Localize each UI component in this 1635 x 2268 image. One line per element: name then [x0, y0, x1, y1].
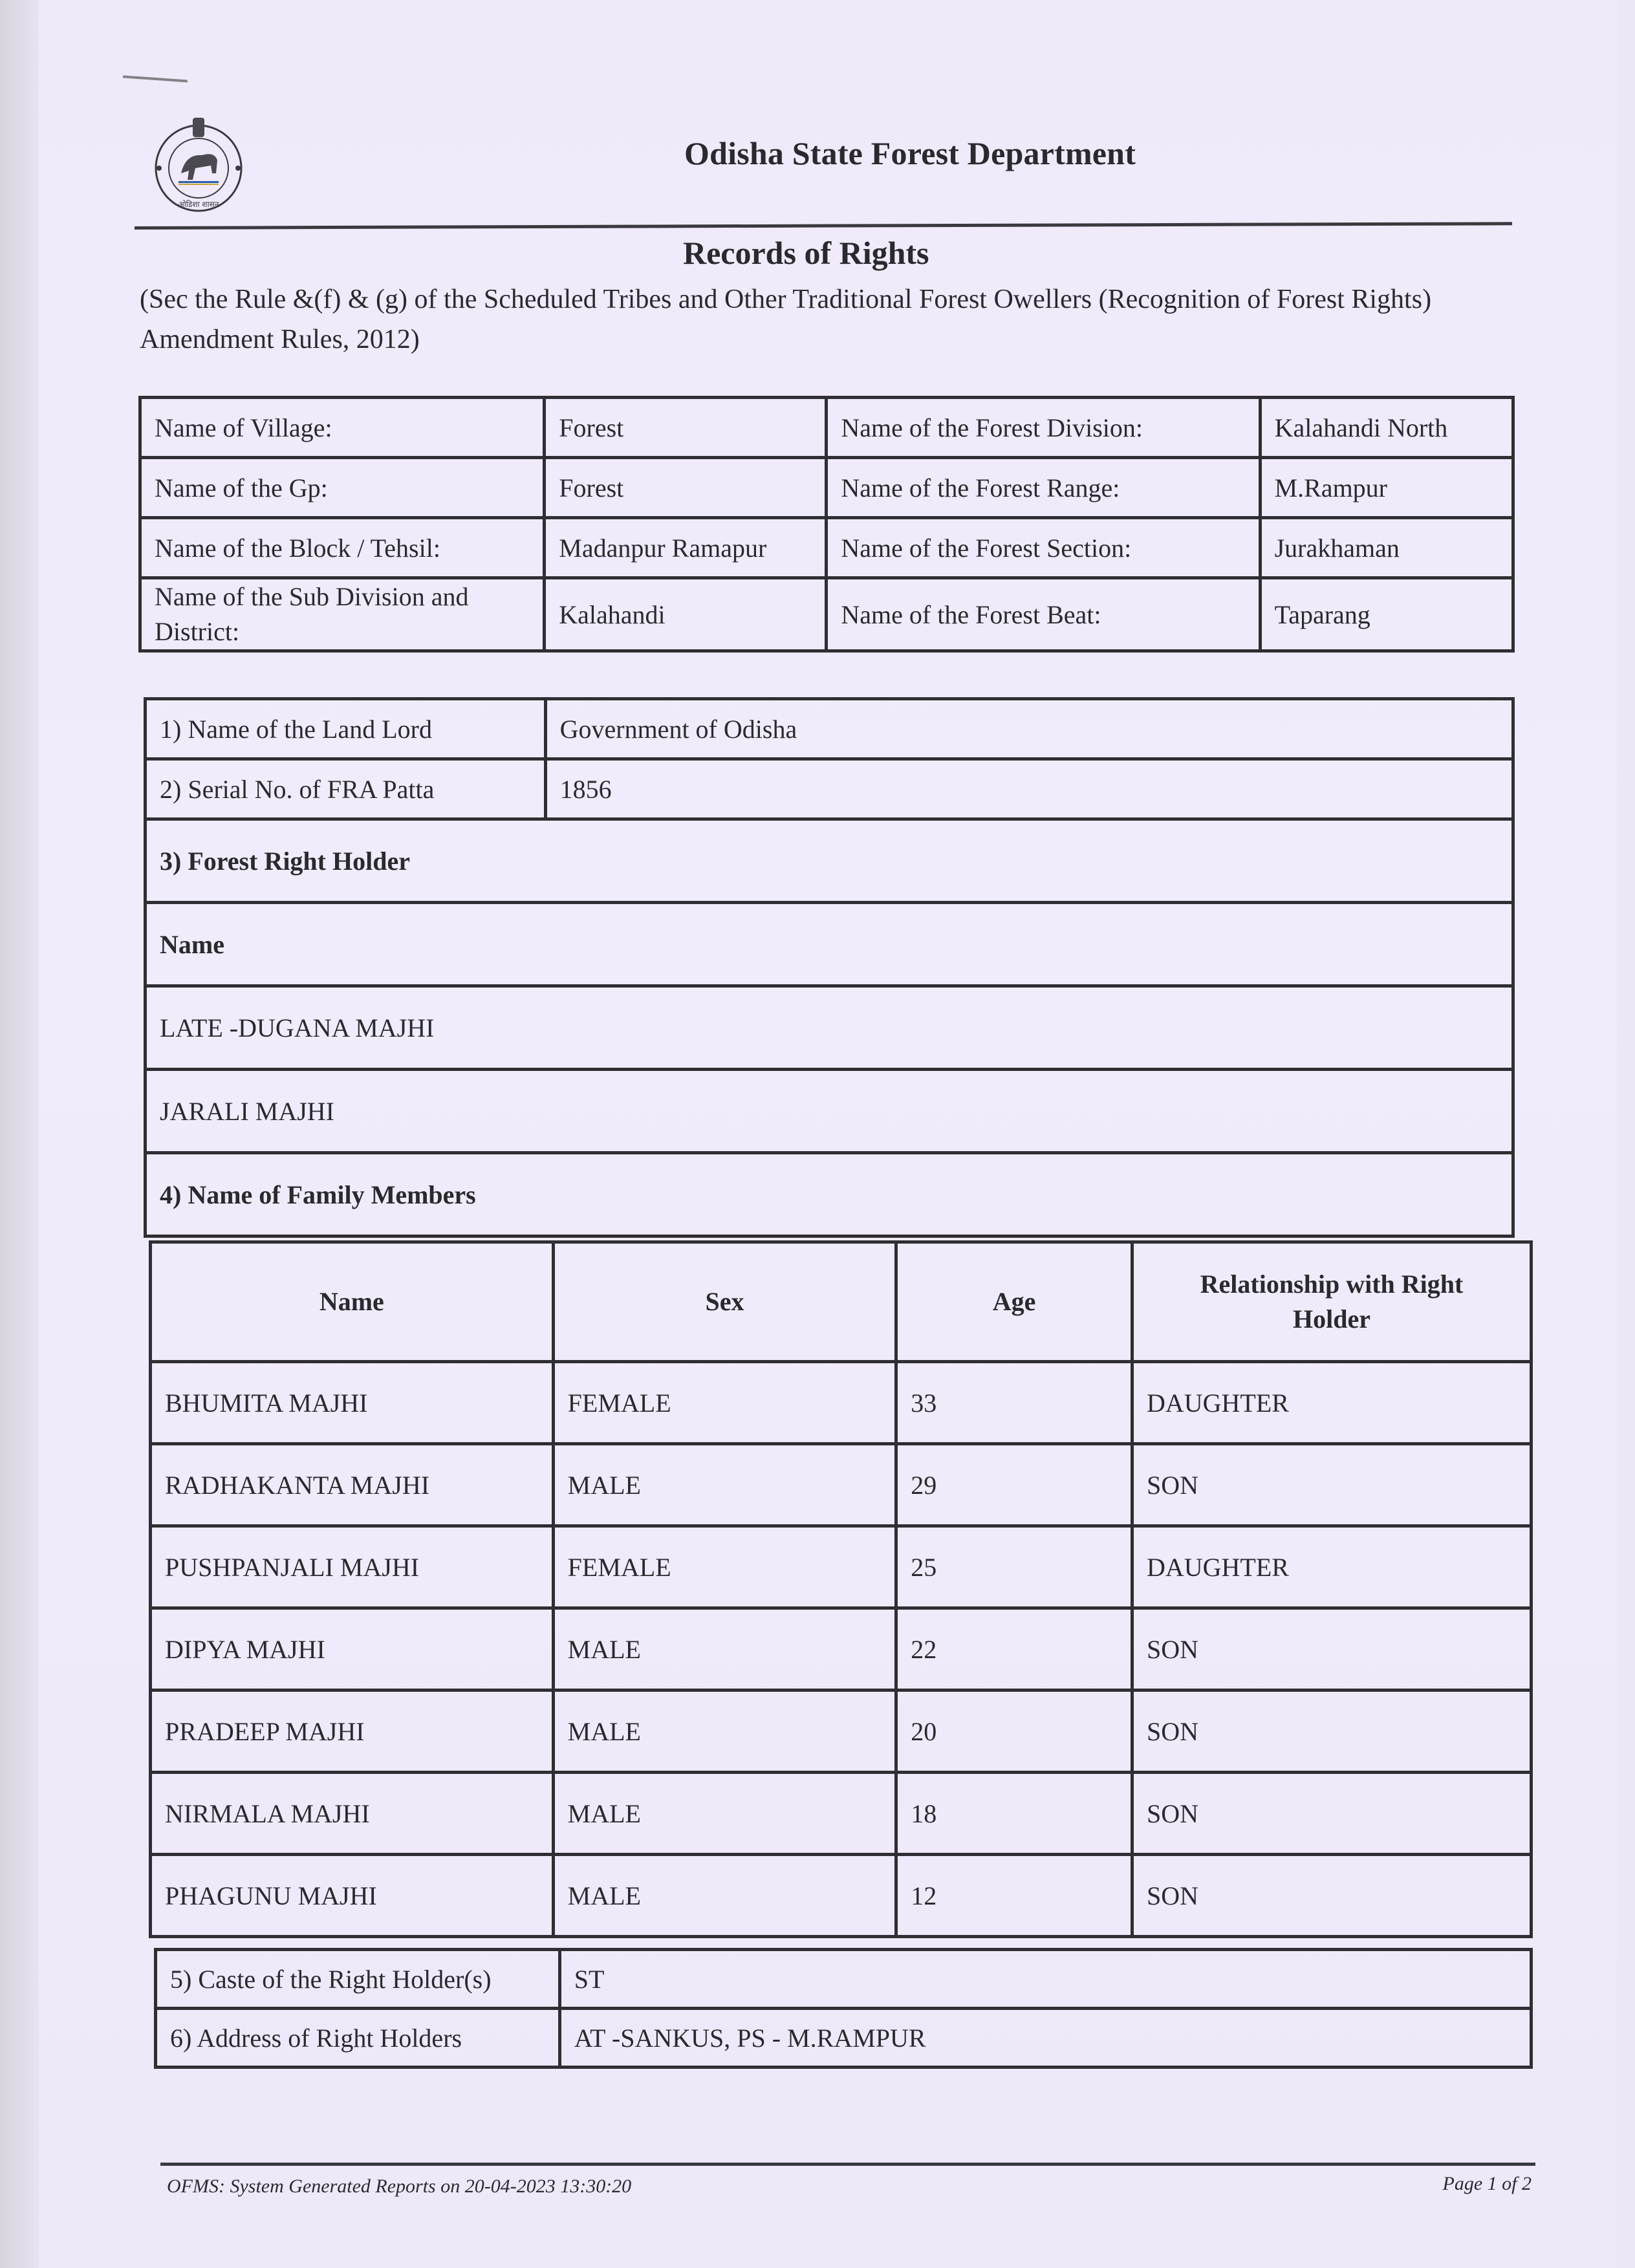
member-age: 20	[896, 1690, 1132, 1773]
holder-heading: 3) Forest Right Holder	[146, 819, 1513, 903]
holder-details-table	[154, 1948, 1533, 2069]
family-member-row	[151, 1690, 1532, 1773]
holder-row	[146, 1070, 1513, 1153]
holder-name: LATE -DUGANA MAJHI	[146, 986, 1513, 1070]
member-name: DIPYA MAJHI	[151, 1608, 554, 1690]
member-sex: MALE	[553, 1690, 896, 1773]
member-relationship: DAUGHTER	[1132, 1526, 1532, 1608]
member-relationship: SON	[1132, 1773, 1532, 1855]
name-heading: Name	[146, 903, 1513, 986]
serial-row	[146, 759, 1513, 819]
column-header-relationship: Relationship with Right Holder	[1132, 1242, 1532, 1362]
land-lord-label: 1) Name of the Land Lord	[146, 699, 546, 759]
family-member-row	[151, 1444, 1532, 1526]
member-age: 18	[896, 1773, 1132, 1855]
member-age: 29	[896, 1444, 1132, 1526]
member-sex: FEMALE	[553, 1362, 896, 1444]
location-label: Name of the Sub Division and District:	[140, 578, 545, 651]
family-member-row	[151, 1608, 1532, 1690]
footer-divider	[160, 2163, 1535, 2166]
serial-label: 2) Serial No. of FRA Patta	[146, 759, 546, 819]
location-row	[140, 398, 1513, 458]
report-generated-note: OFMS: System Generated Reports on 20-04-2023 13:30:20	[167, 2176, 632, 2197]
column-header-age: Age	[896, 1242, 1132, 1362]
location-row	[140, 458, 1513, 518]
location-table	[138, 396, 1515, 653]
serial-value: 1856	[545, 759, 1513, 819]
member-age: 33	[896, 1362, 1132, 1444]
caste-value: ST	[559, 1950, 1531, 2009]
member-sex: MALE	[553, 1773, 896, 1855]
document-title: Records of Rights	[683, 235, 929, 271]
family-member-row	[151, 1362, 1532, 1444]
member-name: PHAGUNU MAJHI	[151, 1855, 554, 1937]
address-row	[156, 2009, 1532, 2068]
member-name: PRADEEP MAJHI	[151, 1690, 554, 1773]
scan-edge	[0, 0, 39, 2268]
location-row	[140, 578, 1513, 651]
caste-label: 5) Caste of the Right Holder(s)	[156, 1950, 560, 2009]
member-age: 12	[896, 1855, 1132, 1937]
member-relationship: SON	[1132, 1855, 1532, 1937]
name-heading-row	[146, 903, 1513, 986]
family-heading-row	[146, 1153, 1513, 1237]
forest-label: Name of the Forest Range:	[827, 458, 1260, 518]
member-relationship: SON	[1132, 1690, 1532, 1773]
forest-label: Name of the Forest Section:	[827, 518, 1260, 578]
member-sex: FEMALE	[553, 1526, 896, 1608]
forest-label: Name of the Forest Beat:	[827, 578, 1260, 651]
member-relationship: SON	[1132, 1608, 1532, 1690]
location-value: Forest	[545, 398, 827, 458]
member-name: NIRMALA MAJHI	[151, 1773, 554, 1855]
location-value: Kalahandi	[545, 578, 827, 651]
forest-value: Taparang	[1260, 578, 1513, 651]
location-label: Name of the Block / Tehsil:	[140, 518, 545, 578]
location-label: Name of the Gp:	[140, 458, 545, 518]
member-relationship: DAUGHTER	[1132, 1362, 1532, 1444]
odisha-emblem-icon	[150, 109, 247, 219]
page-number: Page 1 of 2	[1442, 2173, 1532, 2194]
location-value: Forest	[545, 458, 827, 518]
holder-heading-row	[146, 819, 1513, 903]
forest-value: Kalahandi North	[1260, 398, 1513, 458]
holder-row	[146, 986, 1513, 1070]
forest-value: Jurakhaman	[1260, 518, 1513, 578]
svg-text:ओडिशा शासन: ओडिशा शासन	[178, 200, 219, 209]
member-sex: MALE	[553, 1608, 896, 1690]
member-name: PUSHPANJALI MAJHI	[151, 1526, 554, 1608]
forest-label: Name of the Forest Division:	[827, 398, 1260, 458]
column-header-name: Name	[151, 1242, 554, 1362]
document-subtitle: (Sec the Rule &(f) & (g) of the Scheduled Tribes and Other Traditional Forest Owellers (Recognition of Forest Rights) Amendment Rules, 2012)	[140, 285, 1432, 354]
forest-value: M.Rampur	[1260, 458, 1513, 518]
member-relationship: SON	[1132, 1444, 1532, 1526]
family-member-row	[151, 1773, 1532, 1855]
land-lord-value: Government of Odisha	[545, 699, 1513, 759]
member-sex: MALE	[553, 1855, 896, 1937]
family-member-row	[151, 1526, 1532, 1608]
family-heading: 4) Name of Family Members	[146, 1153, 1513, 1237]
address-value: AT -SANKUS, PS - M.RAMPUR	[559, 2009, 1531, 2068]
family-member-row	[151, 1855, 1532, 1937]
member-sex: MALE	[553, 1444, 896, 1526]
family-members-table	[149, 1240, 1533, 1938]
location-label: Name of Village:	[140, 398, 545, 458]
member-age: 22	[896, 1608, 1132, 1690]
member-age: 25	[896, 1526, 1132, 1608]
caste-row	[156, 1950, 1532, 2009]
member-name: BHUMITA MAJHI	[151, 1362, 554, 1444]
rights-table	[144, 697, 1515, 1238]
address-label: 6) Address of Right Holders	[156, 2009, 560, 2068]
land-lord-row	[146, 699, 1513, 759]
family-header-row	[151, 1242, 1532, 1362]
member-name: RADHAKANTA MAJHI	[151, 1444, 554, 1526]
department-name: Odisha State Forest Department	[684, 135, 1136, 171]
location-value: Madanpur Ramapur	[545, 518, 827, 578]
column-header-sex: Sex	[553, 1242, 896, 1362]
holder-name: JARALI MAJHI	[146, 1070, 1513, 1153]
location-row	[140, 518, 1513, 578]
